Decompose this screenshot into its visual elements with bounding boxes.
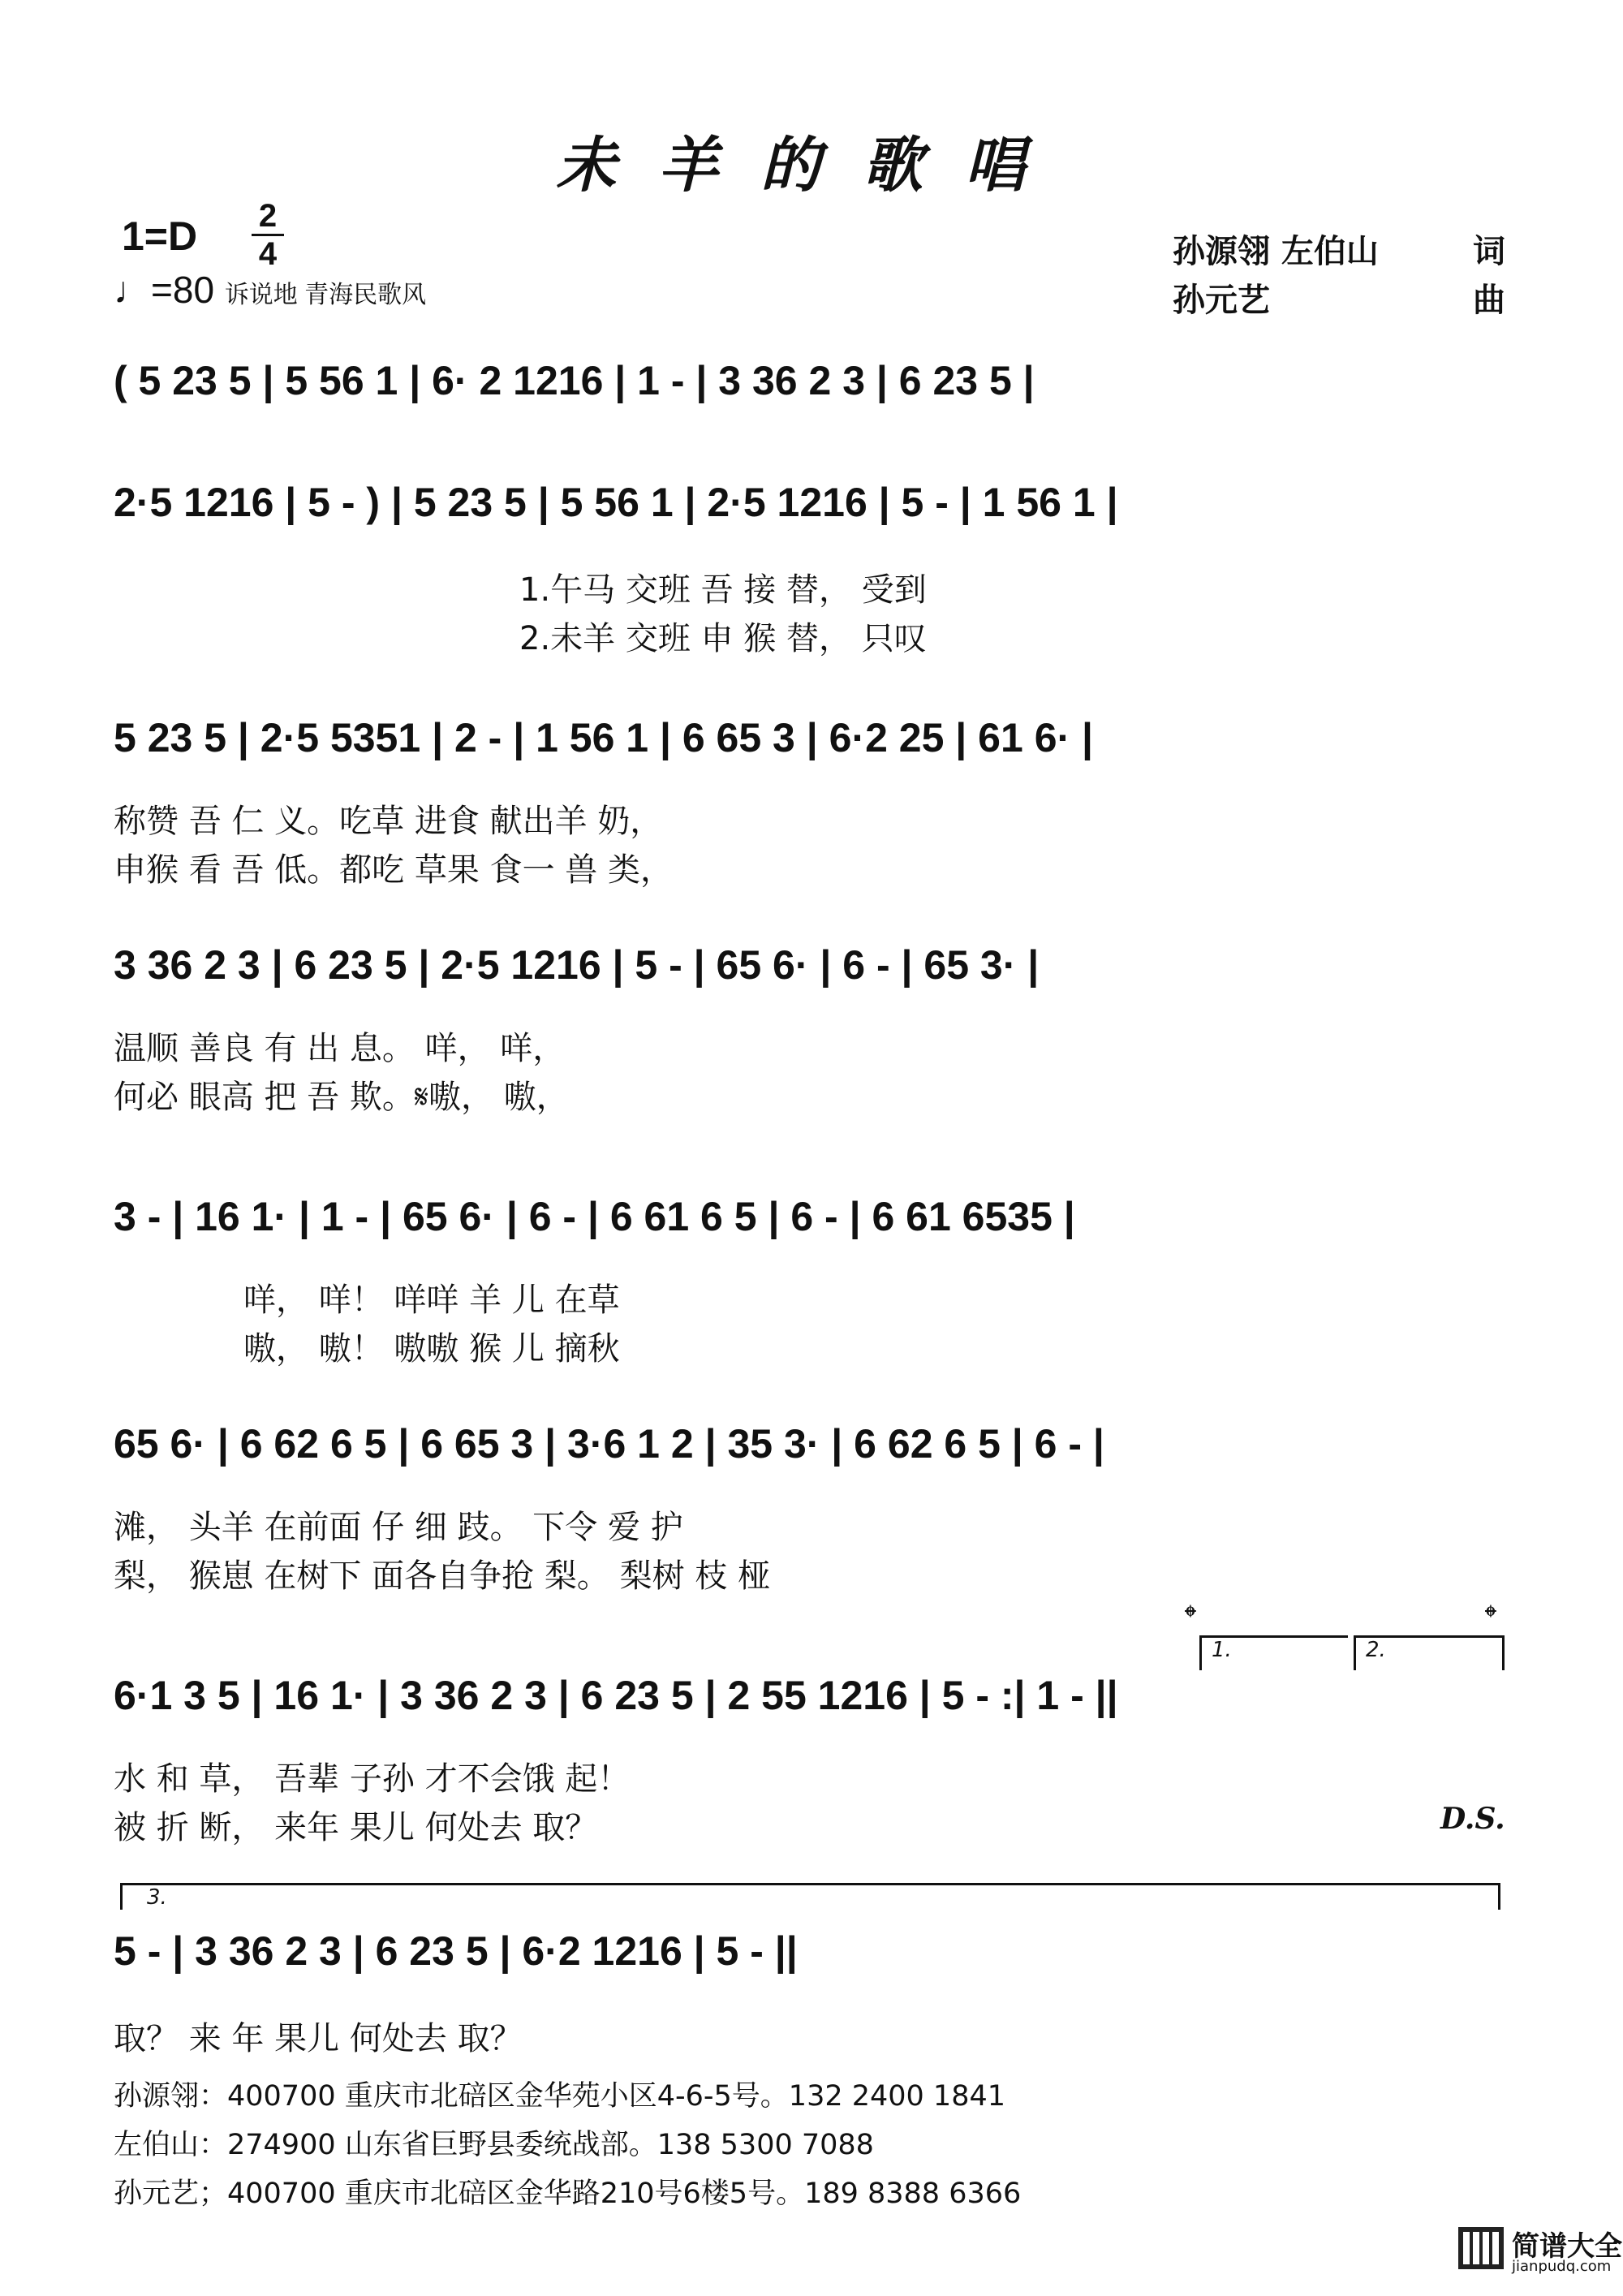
volta-3-bracket (120, 1883, 1500, 1910)
lyric-verse-1: 水 和 草， 吾辈 子孙 才不会饿 起！ (114, 1760, 631, 1798)
volta-1-bracket (1199, 1635, 1348, 1670)
logo-name: 简谱大全 (1512, 2230, 1622, 2263)
music-label: 曲 (1473, 282, 1505, 319)
volta-2-bracket (1354, 1635, 1505, 1670)
piano-icon (1457, 2224, 1505, 2272)
song-title: 未羊的歌唱 (556, 131, 1067, 200)
footer-line-1: 孙源翎：400700 重庆市北碚区金华苑小区4-6-5号。132 2400 1841 (114, 2080, 1005, 2113)
lyric-verse-1: 咩， 咩！ 咩咩 羊 儿 在草 (243, 1282, 620, 1319)
notes: 3 36 2 3 | 6 23 5 | 2·5 1216 | 5 - | 65 6· | 6 - | 65 3· | (114, 942, 1040, 988)
volta-2-label: 2. (1366, 1638, 1386, 1662)
logo-url: jianpudq.com (1512, 2258, 1612, 2275)
footer-line-3: 孙元艺；400700 重庆市北碚区金华路210号6楼5号。189 8388 6366 (114, 2178, 1022, 2210)
quarter-note-icon: ♩ (114, 269, 151, 311)
lyric-verse-1: 1.午马 交班 吾 接 替， 受到 (519, 571, 927, 609)
credits (1173, 227, 1505, 325)
lyric-verse-1: 温顺 善良 有 出 息。 咩， 咩， (114, 1030, 566, 1067)
notes: 6·1 3 5 | 16 1· | 3 36 2 3 | 6 23 5 | 2 55 1216 | 5 - :| 1 - || (114, 1673, 1118, 1718)
footer-line-2: 左伯山：274900 山东省巨野县委统战部。138 5300 7088 (114, 2129, 874, 2161)
lyric-verse-2: 2.未羊 交班 申 猴 替， 只叹 (519, 620, 927, 657)
tempo-marking: 诉说地 青海民歌风 (224, 282, 427, 308)
lyric-verse-1: 滩， 头羊 在前面 仔 细 跂。 下令 爱 护 (114, 1509, 683, 1546)
lyricists: 孙源翎 左伯山 (1173, 233, 1379, 270)
volta-1-label: 1. (1212, 1638, 1232, 1662)
notes: 5 23 5 | 2·5 5351 | 2 - | 1 56 1 | 6 65 3 | 6·2 25 | 61 6· | (114, 715, 1094, 760)
lyric-verse-2: 梨， 猴崽 在树下 面各自争抢 梨。 梨树 枝 桠 (114, 1557, 771, 1595)
time-signature (252, 200, 284, 270)
lyric-verse-1: 取？ 来 年 果儿 何处去 取？ (114, 2020, 523, 2057)
lyric-verse-1: 称赞 吾 仁 义。吃草 进食 献出羊 奶， (114, 803, 663, 840)
lyric-verse-2: 被 折 断， 来年 果儿 何处去 取？ (114, 1809, 598, 1846)
lyric-verse-2: 何必 眼高 把 吾 欺。𝄋嗷， 嗷， (114, 1079, 569, 1116)
coda-sign-right: 𝄌 (1485, 1599, 1496, 1636)
lyric-verse-2: 嗷， 嗷！ 嗷嗷 猴 儿 摘秋 (243, 1330, 620, 1368)
tempo (114, 268, 426, 312)
key-signature: 1=D (122, 213, 198, 259)
lyrics-label: 词 (1473, 233, 1505, 270)
time-bottom: 4 (258, 236, 278, 272)
notes: ( 5 23 5 | 5 56 1 | 6· 2 1216 | 1 - | 3 36 2 3 | 6 23 5 | (114, 358, 1035, 403)
coda-sign-left: 𝄌 (1185, 1599, 1196, 1636)
notes: 2·5 1216 | 5 - ) | 5 23 5 | 5 56 1 | 2·5 1216 | 5 - | 1 56 1 | (114, 480, 1118, 525)
notes: 65 6· | 6 62 6 5 | 6 65 3 | 3·6 1 2 | 35 3· | 6 62 6 5 | 6 - | (114, 1421, 1104, 1467)
tempo-value: =80 (151, 269, 215, 311)
dal-segno: D.S. (1440, 1802, 1505, 1836)
notes: 5 - | 3 36 2 3 | 6 23 5 | 6·2 1216 | 5 - || (114, 1928, 798, 1974)
lyric-verse-2: 申猴 看 吾 低。都吃 草果 食一 兽 类， (114, 851, 674, 889)
notes: 3 - | 16 1· | 1 - | 65 6· | 6 - | 6 61 6 5 | 6 - | 6 61 6535 | (114, 1194, 1075, 1239)
composer: 孙元艺 (1173, 282, 1270, 319)
volta-3-label: 3. (147, 1885, 167, 1910)
time-top: 2 (258, 198, 278, 234)
